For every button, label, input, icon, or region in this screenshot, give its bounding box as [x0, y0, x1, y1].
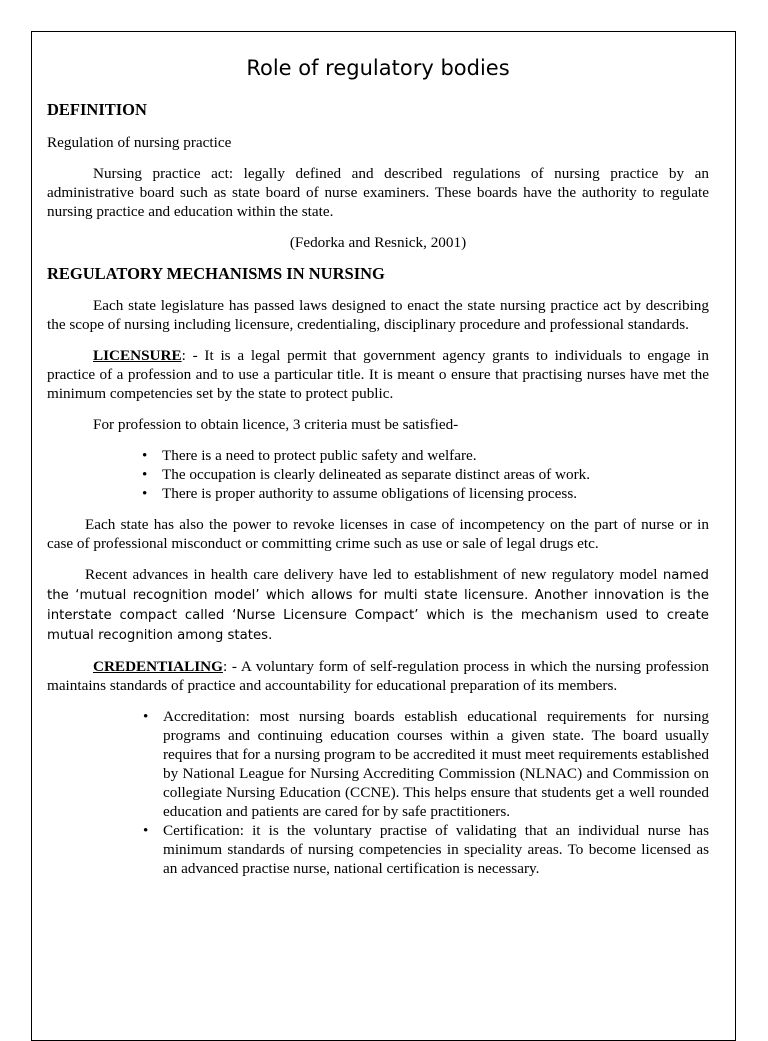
list-item: • There is a need to protect public safety and welfare.: [162, 446, 709, 465]
mechanisms-intro: Each state legislature has passed laws designed to enact the state nursing practice act by describing the scope of nursing including licensure, credentialing, disciplinary procedure and professional standards.: [47, 297, 709, 333]
criteria-intro: For profession to obtain licence, 3 criteria must be satisfied-: [93, 416, 459, 433]
list-item: • The occupation is clearly delineated as separate distinct areas of work.: [162, 465, 709, 484]
advances-line-3: is the interstate compact called ‘Nurse Licensure Compact’ which is the mechanism used to create: [47, 588, 710, 623]
credentialing-term: CREDENTIALING: [93, 658, 223, 675]
mechanisms-heading: REGULATORY MECHANISMS IN NURSING: [47, 264, 385, 283]
licensure-text: : - It is a legal permit that government agency grants to individuals to engage in practice of a profession and to use a particular title. It is meant o ensure that practising nurses have met the minimum competencies set by the state to protect public.: [47, 347, 709, 402]
document-content: [47, 54, 709, 878]
definition-subheading: Regulation of nursing practice: [47, 134, 232, 151]
credentialing-text: : - A voluntary form of self-regulation process in which the nursing profession maintains standards of practice and accountability for educational preparation of its members.: [47, 658, 709, 694]
advances-line-2: named the ‘mutual recognition model’ which allows for multi state licensure. Another innovation: [47, 568, 709, 603]
page-title: Role of regulatory bodies: [246, 56, 510, 80]
advances-paragraph: [47, 565, 709, 645]
revoke-paragraph: Each state has also the power to revoke licenses in case of incompetency on the part of nurse or in case of professional misconduct or committing crime such as use or sale of legal drugs etc.: [47, 516, 709, 552]
list-item: • Certification: it is the voluntary practise of validating that an individual nurse has minimum standards of nursing competencies in speciality areas. To become licensed as an advanced practise nurse, national certification is necessary.: [163, 821, 709, 878]
advances-line-4: mutual recognition among states.: [47, 628, 273, 643]
credentialing-paragraph: [47, 657, 709, 695]
list-item: • Accreditation: most nursing boards establish educational requirements for nursing programs and continuing education courses within a given state. The board usually requires that for a nursing program to be accredited it must meet requirements established by National League for Nursing Accrediting Commission (NLNAC) and Commission on collegiate Nursing Education (CCNE). This helps ensure that students get a well rounded education and patients are cared for by safe practitioners.: [163, 707, 709, 821]
licensure-paragraph: [47, 346, 709, 403]
definition-paragraph: Nursing practice act: legally defined and described regulations of nursing practice by an administrative board such as state board of nurse examiners. These boards have the authority to regulate nursing practice and education within the state.: [47, 165, 709, 220]
credentialing-list: [47, 707, 709, 878]
definition-heading: DEFINITION: [47, 100, 147, 119]
document-page: [31, 31, 736, 1041]
criteria-list: [47, 446, 709, 503]
citation: (Fedorka and Resnick, 2001): [289, 234, 467, 251]
licensure-term: LICENSURE: [93, 347, 182, 364]
advances-line-1: Recent advances in health care delivery have led to establishment of new regulatory model: [85, 566, 658, 583]
list-item: • There is proper authority to assume obligations of licensing process.: [162, 484, 709, 503]
